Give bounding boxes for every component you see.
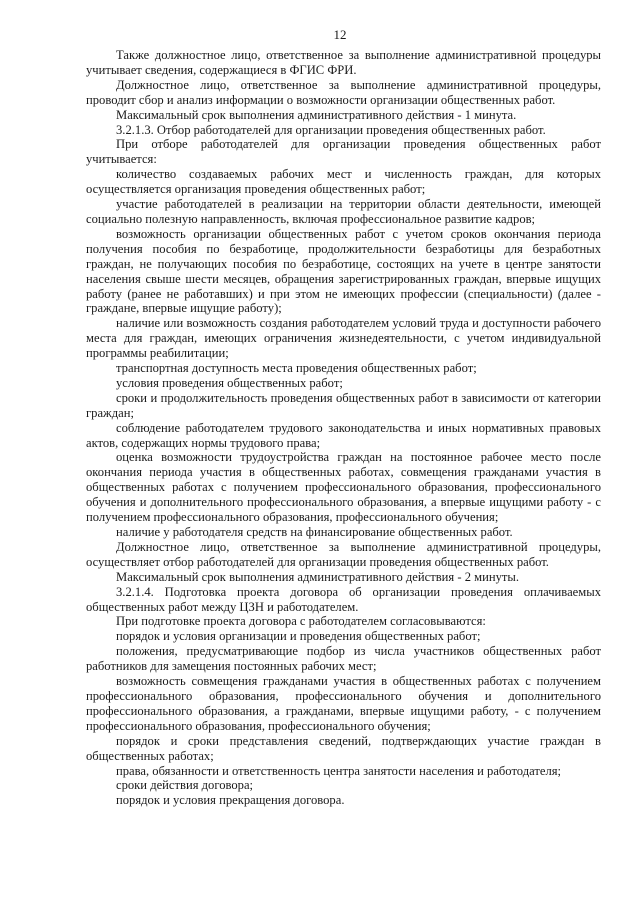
paragraph: Также должностное лицо, ответственное за выполнение административной процедуры учитывает сведения, содержащиеся в ФГИС ФРИ. [86,48,601,77]
section-heading: 3.2.1.3. Отбор работодателей для организации проведения общественных работ. [116,122,546,137]
list-item: наличие или возможность создания работодателем условий труда и доступности рабочего места для граждан, имеющих ограничения жизнедеятельности, с учетом индивидуальной программы реабилитации; [86,316,601,361]
list-item: сроки действия договора; [116,778,254,793]
section-heading: 3.2.1.4. Подготовка проекта договора об организации проведения оплачиваемых общественных работ между ЦЗН и работодателем. [86,584,601,614]
paragraph: Максимальный срок выполнения административного действия - 1 минута. [116,107,517,122]
paragraph: Максимальный срок выполнения административного действия - 2 минуты. [116,569,520,584]
paragraph: Должностное лицо, ответственное за выполнение административной процедуры, проводит сбор и анализ информации о возможности организации общественных работ. [86,77,601,107]
list-item: положения, предусматривающие подбор из числа участников общественных работ работников для замещения постоянных рабочих мест; [86,644,601,674]
list-item: порядок и условия прекращения договора. [116,793,345,808]
list-item: количество создаваемых рабочих мест и численность граждан, для которых осуществляется организация проведения общественных работ; [86,167,601,197]
list-item: условия проведения общественных работ; [116,375,343,390]
list-item: соблюдение работодателем трудового законодательства и иных нормативных правовых актов, содержащих нормы трудового права; [86,420,601,450]
paragraph: Должностное лицо, ответственное за выполнение административной процедуры, осуществляет отбор работодателей для организации проведения общественных работ. [86,539,601,569]
list-item: сроки и продолжительность проведения общественных работ в зависимости от категории граждан; [86,390,601,420]
list-item: порядок и сроки представления сведений, подтверждающих участие граждан в общественных работах; [86,733,601,763]
paragraph: При подготовке проекта договора с работодателем согласовываются: [116,614,486,629]
list-item: права, обязанности и ответственность центра занятости населения и работодателя; [116,763,562,778]
paragraph: При отборе работодателей для организации проведения общественных работ учитывается: [86,137,601,167]
document-body [86,48,601,808]
list-item: возможность совмещения гражданами участия в общественных работах с получением профессионального образования, профессионального обучения и дополнительного профессионального образования, а гражданами, впервые ищущими работу, - с получением профессионального образования, профессионального обучения; [86,674,601,733]
list-item: порядок и условия организации и проведения общественных работ; [116,629,481,644]
list-item: возможность организации общественных работ с учетом сроков окончания периода получения пособия по безработице, продолжительности безработицы для безработных граждан, не получающих пособия по безработице, состоящих на учете в центре занятости населения свыше шести месяцев, обращения зарегистрированных граждан, впервые ищущих работу (ранее не работавших) и при этом не имеющих профессии (специальности) (далее - граждане, впервые ищущие работу); [86,226,601,316]
list-item: оценка возможности трудоустройства граждан на постоянное рабочее место после окончания периода участия в общественных работах, совмещения гражданами участия в общественных работах с получением профессионального образования, профессионального обучения и дополнительного профессионального образования, а впервые ищущими работу - с получением профессионального образования, профессионального обучения; [86,450,601,525]
list-item: транспортная доступность места проведения общественных работ; [116,361,477,376]
list-item: участие работодателей в реализации на территории области деятельности, имеющей социально полезную направленность, включая профессиональное развитие кадров; [86,197,601,226]
list-item: наличие у работодателя средств на финансирование общественных работ. [116,525,513,539]
page-number: 12 [333,27,347,42]
